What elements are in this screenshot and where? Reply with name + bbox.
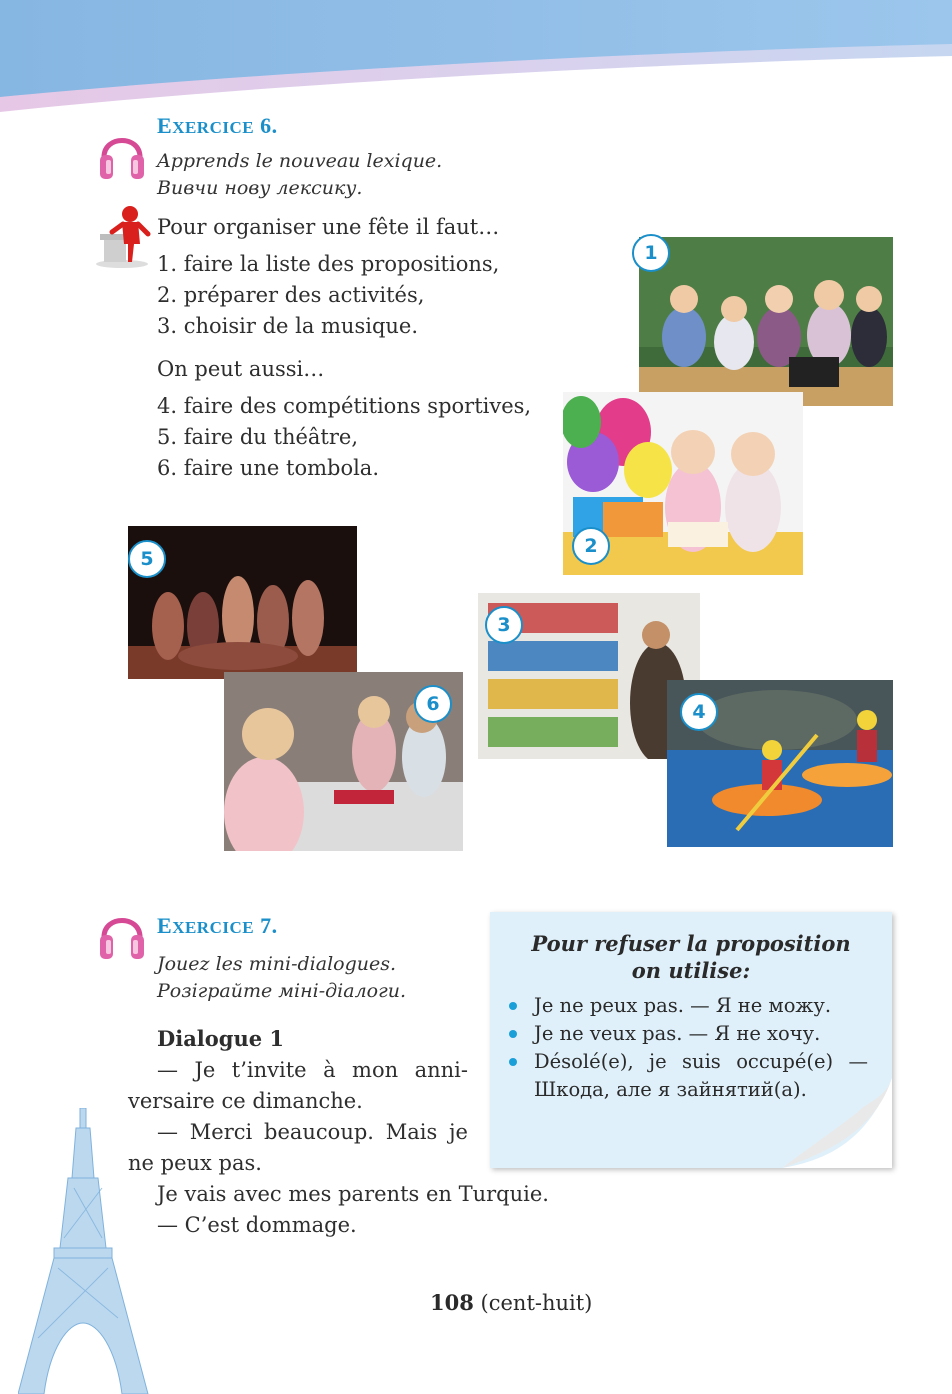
exercise-6-title: EXERCICE 6. bbox=[157, 113, 278, 138]
note-bullet: Je ne veux pas. — Я не хочу. bbox=[490, 1020, 892, 1048]
dialogue-line: — C’est dommage. bbox=[157, 1213, 357, 1237]
instruction-fr: Apprends le nouveau lexique. bbox=[157, 150, 443, 172]
note-title: Pour refuser la proposition on utilise: bbox=[531, 931, 851, 983]
exercise-6-intro: Pour organiser une fête il faut… bbox=[157, 215, 500, 239]
photo-number-badge: 1 bbox=[632, 234, 670, 272]
dialogue-line: — Merci beaucoup. Mais je bbox=[157, 1120, 468, 1144]
note-bullet: Je ne peux pas. — Я не можу. bbox=[490, 992, 892, 1020]
photo-number-badge: 4 bbox=[680, 693, 718, 731]
photo-number-badge: 5 bbox=[128, 540, 166, 578]
exercise-6-intro2: On peut aussi… bbox=[157, 357, 325, 381]
list-item: 4. faire des compétitions sportives, bbox=[157, 394, 532, 418]
list-item: 2. préparer des activités, bbox=[157, 283, 425, 307]
page-footer bbox=[430, 1290, 592, 1315]
header-banner bbox=[0, 0, 952, 120]
photo-number-badge: 3 bbox=[485, 606, 523, 644]
exercise-6-list-2 bbox=[157, 391, 531, 484]
dialogue-line: versaire ce dimanche. bbox=[128, 1089, 363, 1113]
classroom-photo bbox=[639, 237, 893, 406]
list-item: 6. faire une tombola. bbox=[157, 456, 380, 480]
refusal-phrases-note bbox=[490, 912, 892, 1168]
photo-number-badge: 6 bbox=[414, 685, 452, 723]
note-bullet: Désolé(e), je suis occupé(e) — bbox=[490, 1048, 892, 1076]
list-item: 5. faire du théâtre, bbox=[157, 425, 358, 449]
exercise-7-instruction bbox=[157, 951, 406, 1005]
page-number: 108 bbox=[430, 1290, 474, 1315]
dialogue-line: ne peux pas. bbox=[128, 1151, 262, 1175]
headphones-icon bbox=[98, 125, 146, 183]
list-item: 3. choisir de la musique. bbox=[157, 314, 419, 338]
eiffel-tower-icon bbox=[18, 1108, 188, 1394]
instruction-uk: Вивчи нову лексику. bbox=[157, 177, 363, 199]
speaker-figure-icon bbox=[92, 204, 152, 268]
instruction-uk: Розіграйте міні-діалоги. bbox=[157, 980, 406, 1002]
dialogue-line: Je vais avec mes parents en Turquie. bbox=[157, 1182, 549, 1206]
headphones-icon bbox=[98, 905, 146, 963]
exercise-6-instruction bbox=[157, 148, 442, 202]
dialogue-title: Dialogue 1 bbox=[157, 1026, 285, 1051]
dialogue-line: — Je t’invite à mon anni- bbox=[157, 1058, 468, 1082]
note-bullet-continuation: Шкода, але я зайнятий(а). bbox=[534, 1078, 807, 1101]
list-item: 1. faire la liste des propositions, bbox=[157, 252, 500, 276]
photo-number-badge: 2 bbox=[572, 527, 610, 565]
instruction-fr: Jouez les mini-dialogues. bbox=[157, 953, 397, 975]
page-number-words: (cent-huit) bbox=[480, 1291, 593, 1315]
page-curl-icon bbox=[782, 1078, 892, 1168]
exercise-7-title: EXERCICE 7. bbox=[157, 913, 278, 938]
exercise-6-list bbox=[157, 249, 499, 342]
